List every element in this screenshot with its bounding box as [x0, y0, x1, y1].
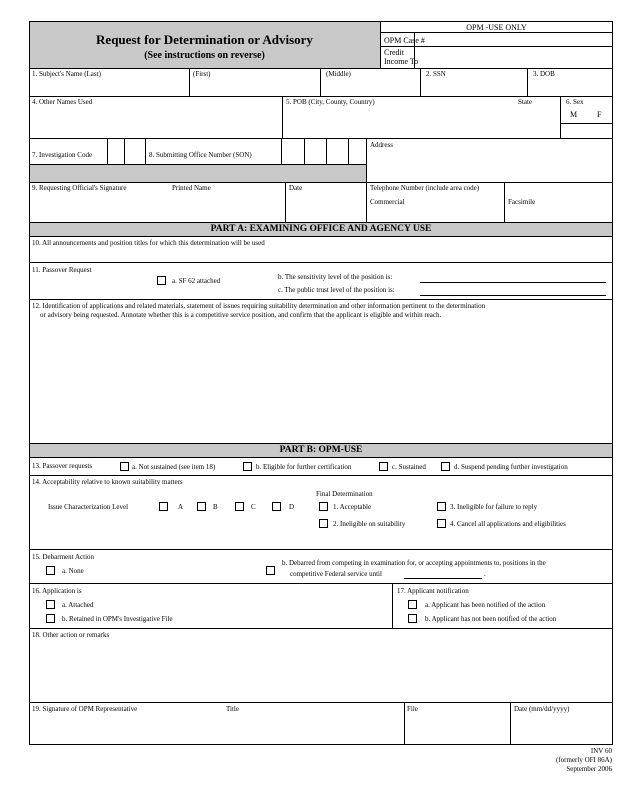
label-identification-line1: 12. Identification of applications and related materials, statement of issues requiring suitability determination and other information pertinent to the determination	[32, 302, 486, 310]
sf62-checkbox[interactable]	[157, 276, 166, 285]
middle-name-field[interactable]	[321, 80, 419, 95]
label-final-determination: Final Determination	[316, 490, 373, 498]
signature-field[interactable]	[30, 195, 284, 221]
label-attached: a. Attached	[62, 601, 94, 609]
label-passover-request: 11. Passover Request	[32, 266, 92, 274]
label-level-b: B	[213, 503, 218, 511]
opm-signature-field[interactable]	[30, 716, 403, 743]
label-other-names: 4. Other Names Used	[32, 98, 93, 106]
level-b-checkbox[interactable]	[197, 502, 206, 511]
label-debarred-line1: b. Debarred from competing in examination for, or accepting appointments to, positions in the	[282, 559, 546, 567]
suspend-pending-checkbox[interactable]	[441, 462, 450, 471]
credit-income-label: Credit Income To	[384, 48, 419, 67]
label-level-c: C	[251, 503, 256, 511]
state-field[interactable]	[514, 108, 559, 137]
form-formerly: (formerly OFI 86A)	[556, 756, 612, 764]
label-announcements: 10. All announcements and position titles for which this determination will be used	[32, 239, 265, 247]
notified-checkbox[interactable]	[408, 600, 417, 609]
attached-checkbox[interactable]	[46, 600, 55, 609]
label-investigation-code: 7. Investigation Code	[32, 151, 93, 159]
label-ineligible-failure: 3. Ineligible for failure to reply	[450, 503, 538, 511]
label-retained: b. Retained in OPM's Investigative File	[62, 615, 173, 623]
acceptable-checkbox[interactable]	[319, 502, 328, 511]
facsimile-field[interactable]	[505, 208, 612, 221]
address-field[interactable]	[367, 152, 612, 181]
label-application-is: 16. Application is	[32, 587, 82, 595]
label-telephone: Telephone Number (include area code)	[370, 184, 480, 192]
form-edition: September 2006	[566, 765, 612, 773]
label-suspend-pending: d. Suspend pending further investigation	[454, 463, 568, 471]
label-debarred-line2: competitive Federal service until	[290, 570, 382, 578]
label-pob: 5. POB (City, County, Country)	[286, 98, 375, 106]
form-title: Request for Determination or Advisory	[96, 32, 313, 47]
label-address: Address	[370, 141, 393, 149]
level-d-checkbox[interactable]	[272, 502, 281, 511]
label-opm-signature: 19. Signature of OPM Representative	[32, 705, 138, 713]
first-name-field[interactable]	[190, 80, 319, 95]
label-sex: 6. Sex	[566, 98, 584, 106]
label-commercial: Commercial	[370, 198, 405, 206]
label-ssn: 2. SSN	[426, 70, 446, 78]
label-ineligible-suitability: 2. Ineligible on suitability	[333, 520, 406, 528]
other-action-field[interactable]	[30, 642, 612, 701]
part-b-title: PART B: OPM-USE	[279, 445, 363, 455]
label-state: State	[518, 98, 532, 106]
cancel-all-checkbox[interactable]	[437, 519, 446, 528]
not-notified-checkbox[interactable]	[408, 614, 417, 623]
sex-m-option[interactable]: M	[570, 110, 578, 119]
label-debarment: 15. Debarment Action	[32, 553, 95, 561]
part-a-title: PART A: EXAMINING OFFICE AND AGENCY USE	[210, 224, 432, 234]
investigation-code-field[interactable]	[108, 139, 144, 163]
son-field[interactable]	[282, 139, 365, 163]
opm-date-field[interactable]	[511, 716, 612, 743]
dob-field[interactable]	[528, 80, 612, 95]
label-level-a: A	[178, 503, 184, 511]
ineligible-failure-checkbox[interactable]	[437, 502, 446, 511]
label-date-mmddyyyy: Date (mm/dd/yyyy)	[514, 705, 570, 713]
debarred-until-field[interactable]	[404, 578, 482, 579]
sex-f-option[interactable]: F	[597, 110, 602, 119]
label-identification-line2: or advisory being requested. Annotate whether this is a competitive service position, and confirm that the applicant is eligible and within reach.	[40, 311, 442, 319]
opm-case-label: OPM Case #	[384, 36, 425, 45]
label-other-action: 18. Other action or remarks	[32, 631, 110, 639]
ineligible-suitability-checkbox[interactable]	[319, 519, 328, 528]
ssn-field[interactable]	[421, 80, 526, 95]
sustained-checkbox[interactable]	[379, 462, 388, 471]
label-debarment-none: a. None	[62, 567, 84, 575]
label-level-d: D	[289, 503, 295, 511]
label-public-trust-level: c. The public trust level of the position is:	[278, 286, 395, 294]
label-notified: a. Applicant has been notified of the action	[425, 601, 546, 609]
file-field[interactable]	[405, 716, 509, 743]
public-trust-level-field[interactable]	[420, 295, 606, 296]
label-son: 8. Submitting Office Number (SON)	[149, 151, 252, 159]
label-debarred-period: .	[484, 570, 486, 578]
label-first-name: (First)	[193, 70, 211, 78]
label-acceptable: 1. Acceptable	[333, 503, 372, 511]
label-acceptability: 14. Acceptability relative to known suitability matters	[32, 478, 183, 486]
announcements-field[interactable]	[30, 249, 612, 261]
label-title: Title	[226, 705, 239, 713]
label-not-notified: b. Applicant has not been notified of the action	[425, 615, 557, 623]
form-number: INV 60	[590, 747, 612, 755]
label-not-sustained: a. Not sustained (see item 18)	[132, 463, 216, 471]
label-cancel-all: 4. Cancel all applications and eligibilities	[450, 520, 566, 528]
date-field[interactable]	[286, 195, 365, 221]
eligible-further-cert-checkbox[interactable]	[243, 462, 252, 471]
commercial-phone-field[interactable]	[367, 208, 503, 221]
label-passover-requests: 13. Passover requests	[32, 462, 93, 470]
last-name-field[interactable]	[30, 80, 188, 95]
opm-case-field[interactable]	[415, 33, 612, 46]
label-issue-level: Issue Characterization Level	[48, 503, 129, 511]
not-sustained-checkbox[interactable]	[120, 462, 129, 471]
label-sustained: c. Sustained	[392, 463, 426, 471]
level-c-checkbox[interactable]	[235, 502, 244, 511]
credit-income-field[interactable]	[415, 47, 612, 68]
pob-field[interactable]	[283, 108, 513, 137]
retained-checkbox[interactable]	[46, 614, 55, 623]
level-a-checkbox[interactable]	[159, 502, 168, 511]
identification-field[interactable]	[30, 322, 612, 442]
label-last-name: 1. Subject's Name (Last)	[32, 70, 101, 78]
label-date: Date	[289, 184, 303, 192]
form-subtitle: (See instructions on reverse)	[144, 50, 265, 61]
label-file: File	[407, 705, 418, 713]
label-sf62: a. SF 62 attached	[172, 277, 221, 285]
label-applicant-notification: 17. Applicant notification	[397, 587, 469, 595]
debarment-none-checkbox[interactable]	[46, 566, 55, 575]
other-names-field[interactable]	[30, 108, 281, 137]
debarred-checkbox[interactable]	[266, 566, 275, 575]
sensitivity-level-field[interactable]	[420, 282, 606, 283]
label-dob: 3. DOB	[533, 70, 555, 78]
label-printed-name: Printed Name	[172, 184, 211, 192]
label-sensitivity-level: b. The sensitivity level of the position is:	[278, 273, 393, 281]
label-requesting-signature: 9. Requesting Official's Signature	[32, 184, 127, 192]
opm-use-only: OPM -USE ONLY	[466, 23, 527, 32]
label-eligible-further-cert: b. Eligible for further certification	[256, 463, 352, 471]
gray-band-row8	[29, 164, 366, 182]
label-facsimile: Facsimile	[508, 198, 536, 206]
label-middle-name: (Middle)	[326, 70, 351, 78]
